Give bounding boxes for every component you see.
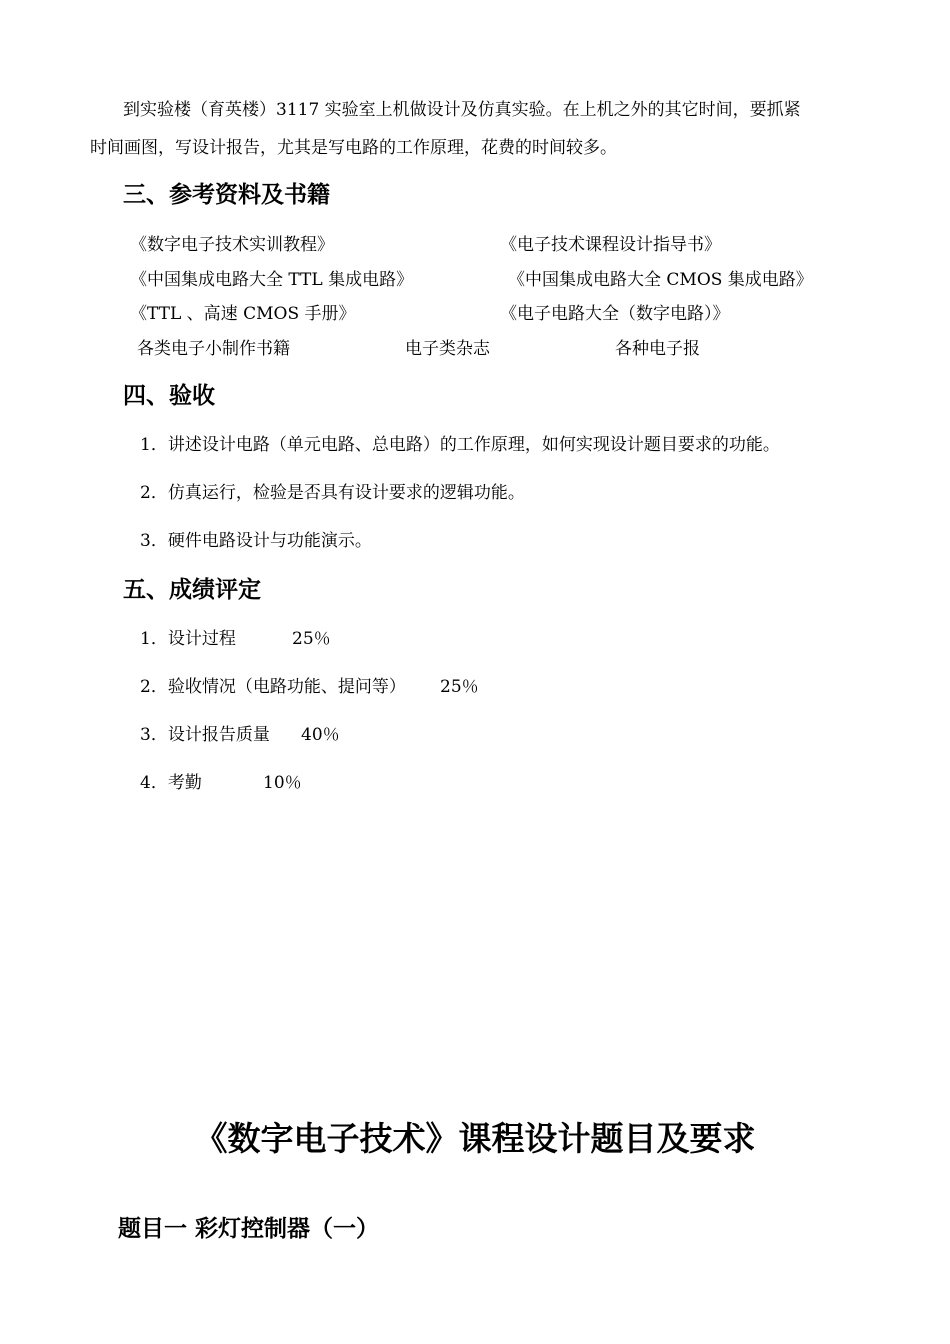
main-title: 《数字电子技术》课程设计题目及要求	[194, 1119, 756, 1158]
reference-item: 《TTL 、高速 CMOS 手册》	[130, 304, 356, 324]
grade-item-label: 1．设计过程	[140, 629, 236, 649]
reference-item: 《数字电子技术实训教程》	[130, 235, 334, 255]
intro-line-1: 到实验楼（育英楼）3117 实验室上机做设计及仿真实验。在上机之外的其它时间，要抓紧	[123, 100, 801, 120]
grade-item-value: 40％	[301, 725, 340, 745]
reference-item: 《中国集成电路大全 CMOS 集成电路》	[508, 270, 813, 290]
grade-item-label: 2．验收情况（电路功能、提问等）	[140, 677, 406, 697]
section-4-heading: 四、验收	[123, 383, 215, 409]
intro-line-2: 时间画图，写设计报告，尤其是写电路的工作原理，花费的时间较多。	[90, 138, 617, 158]
reference-item: 《电子电路大全（数字电路）》	[500, 304, 730, 324]
acceptance-item: 1．讲述设计电路（单元电路、总电路）的工作原理，如何实现设计题目要求的功能。	[140, 435, 780, 455]
section-3-heading: 三、参考资料及书籍	[123, 182, 330, 208]
reference-item: 《电子技术课程设计指导书》	[500, 235, 721, 255]
topic-1-title: 题目一 彩灯控制器（一）	[118, 1216, 380, 1242]
reference-item: 《中国集成电路大全 TTL 集成电路》	[130, 270, 414, 290]
grade-item-label: 4．考勤	[140, 773, 202, 793]
reference-item: 各类电子小制作书籍	[137, 339, 290, 359]
grade-item-value: 25％	[292, 629, 331, 649]
reference-item: 各种电子报	[615, 339, 700, 359]
grade-item-value: 25％	[440, 677, 479, 697]
grade-item-value: 10％	[263, 773, 302, 793]
section-5-heading: 五、成绩评定	[123, 577, 261, 603]
grade-item-label: 3．设计报告质量	[140, 725, 270, 745]
acceptance-item: 2．仿真运行，检验是否具有设计要求的逻辑功能。	[140, 483, 525, 503]
reference-item: 电子类杂志	[405, 339, 490, 359]
acceptance-item: 3．硬件电路设计与功能演示。	[140, 531, 372, 551]
